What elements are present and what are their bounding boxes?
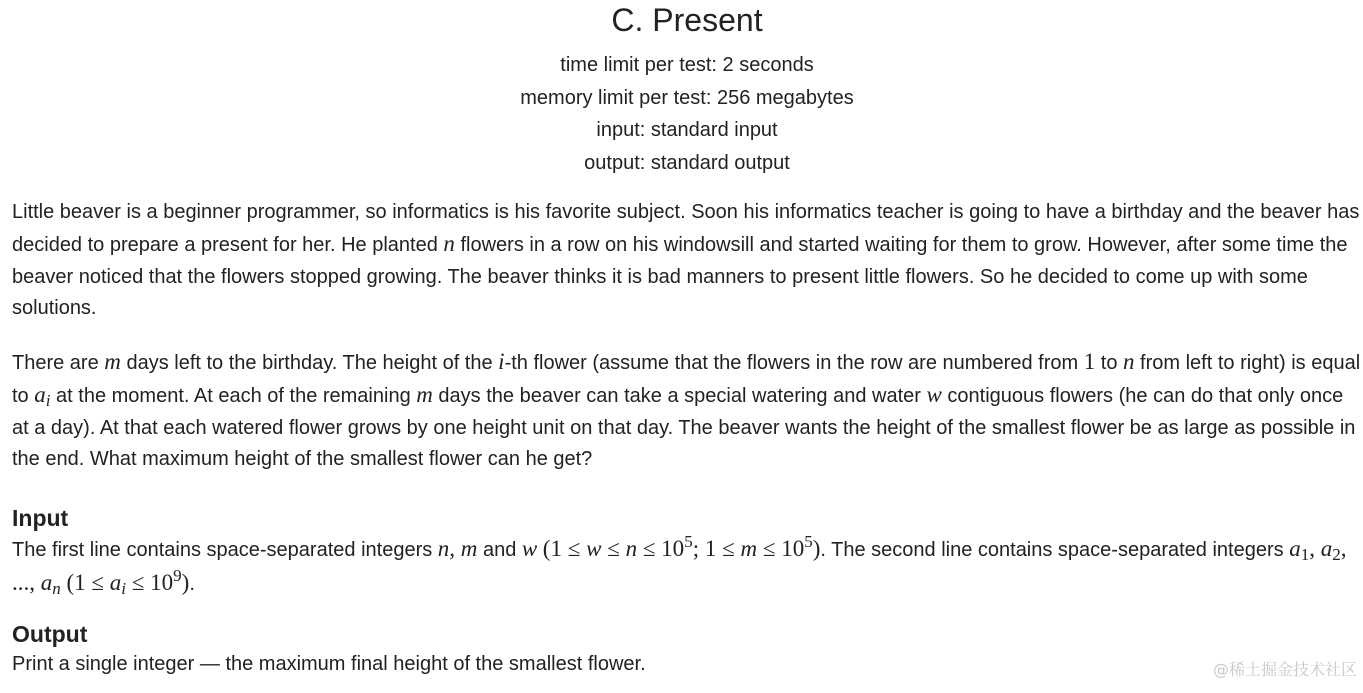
input-section-body <box>12 533 1362 600</box>
math-var: m <box>740 536 758 562</box>
math-subscript: 2 <box>1332 545 1341 565</box>
text: . The second line contains space-separated integers <box>820 539 1290 562</box>
math-text: ≤ <box>601 536 626 562</box>
output-spec: output: standard output <box>584 151 790 174</box>
text: flowers in a row on his windowsill and started waiting for them to grow. However, after some time the beaver noticed that the flowers stopped growing. The beaver thinks it is bad manners to present little flowers. So he decided to come up with some solutions. <box>12 234 1348 319</box>
text: days left to the birthday. The height of the <box>120 352 499 375</box>
text: There are <box>12 352 105 375</box>
math-var: a <box>40 569 53 595</box>
text: The first line contains space-separated integers <box>12 539 438 562</box>
text: -th flower (assume that the flowers in the row are numbered from <box>504 352 1084 375</box>
math-var: n, m <box>437 536 478 562</box>
math-subscript: 1 <box>1300 545 1310 565</box>
math-subscript: i <box>45 391 51 411</box>
output-section-title: Output <box>12 620 88 647</box>
math-text: ≤ 10 <box>757 536 805 562</box>
math-var: m <box>416 382 433 408</box>
math-var <box>40 569 61 598</box>
math-num: 1 <box>1083 349 1096 375</box>
math-var: i <box>498 349 505 375</box>
math-subscript: n <box>52 578 61 598</box>
math-constraint <box>542 532 821 562</box>
math-text: (1 ≤ <box>542 536 587 562</box>
math-var <box>109 569 127 598</box>
text: at the moment. At each of the remaining <box>50 385 417 408</box>
text: and <box>477 539 522 562</box>
text: days the beaver can take a special watering and water <box>432 385 927 408</box>
statement-paragraph-2 <box>12 346 1362 475</box>
math-exponent: 5 <box>804 532 813 552</box>
problem-title: C. Present <box>611 2 763 38</box>
input-section <box>12 497 1362 600</box>
math-var: w <box>521 536 538 562</box>
math-var: m <box>104 349 121 375</box>
math-text: , <box>1309 536 1321 562</box>
math-var: a <box>1289 536 1301 562</box>
output-section <box>12 613 1362 680</box>
statement-paragraph-1 <box>12 197 1362 324</box>
math-var <box>1320 536 1341 565</box>
math-text: ; 1 ≤ <box>692 536 741 562</box>
math-var: n <box>443 231 455 257</box>
input-spec: input: standard input <box>596 119 778 141</box>
math-var: n <box>1123 349 1135 375</box>
math-var: n <box>625 536 638 562</box>
math-text: ) <box>181 569 190 595</box>
problem-limits <box>12 49 1362 179</box>
math-var: a <box>109 569 122 595</box>
memory-limit: memory limit per test: 256 megabytes <box>520 86 854 109</box>
math-subscript: i <box>121 578 127 598</box>
math-var: a <box>34 382 46 408</box>
math-var <box>34 382 51 411</box>
math-var: a <box>1320 536 1333 562</box>
math-exponent: 9 <box>173 565 182 585</box>
math-constraint <box>60 565 190 598</box>
math-text: ≤ 10 <box>637 536 685 562</box>
output-section-body: Print a single integer — the maximum final height of the smallest flower. <box>12 652 646 675</box>
input-section-title: Input <box>12 505 69 532</box>
math-var <box>1289 536 1310 565</box>
problem-header <box>12 0 1362 179</box>
watermark: @稀土掘金技术社区 <box>1212 660 1357 679</box>
math-text: , ..., <box>12 536 1347 595</box>
statement-body <box>12 197 1362 475</box>
text: contiguous flowers (he can do that only once at a day). At that each watered flower grows by one height unit on that day. The beaver wants the height of the smallest flower be as large as possible in the end. What maximum height of the smallest flower can he get? <box>12 385 1356 471</box>
math-exponent: 5 <box>684 532 693 552</box>
math-text: ) <box>812 536 821 562</box>
time-limit: time limit per test: 2 seconds <box>560 54 814 76</box>
math-var: w <box>586 536 602 562</box>
text: Little beaver is a beginner programmer, so informatics is his favorite subject. Soon his informatics teacher is going to have a birthday and the beaver has decided to prepare a present for her. He planted <box>12 201 1360 257</box>
math-text: (1 ≤ <box>60 569 110 595</box>
text: . <box>189 572 195 595</box>
math-text: ≤ 10 <box>126 569 174 595</box>
problem-statement <box>12 0 1362 693</box>
text: from left to right) is equal to <box>12 352 1361 408</box>
math-var: w <box>926 382 942 408</box>
text: to <box>1095 352 1123 375</box>
